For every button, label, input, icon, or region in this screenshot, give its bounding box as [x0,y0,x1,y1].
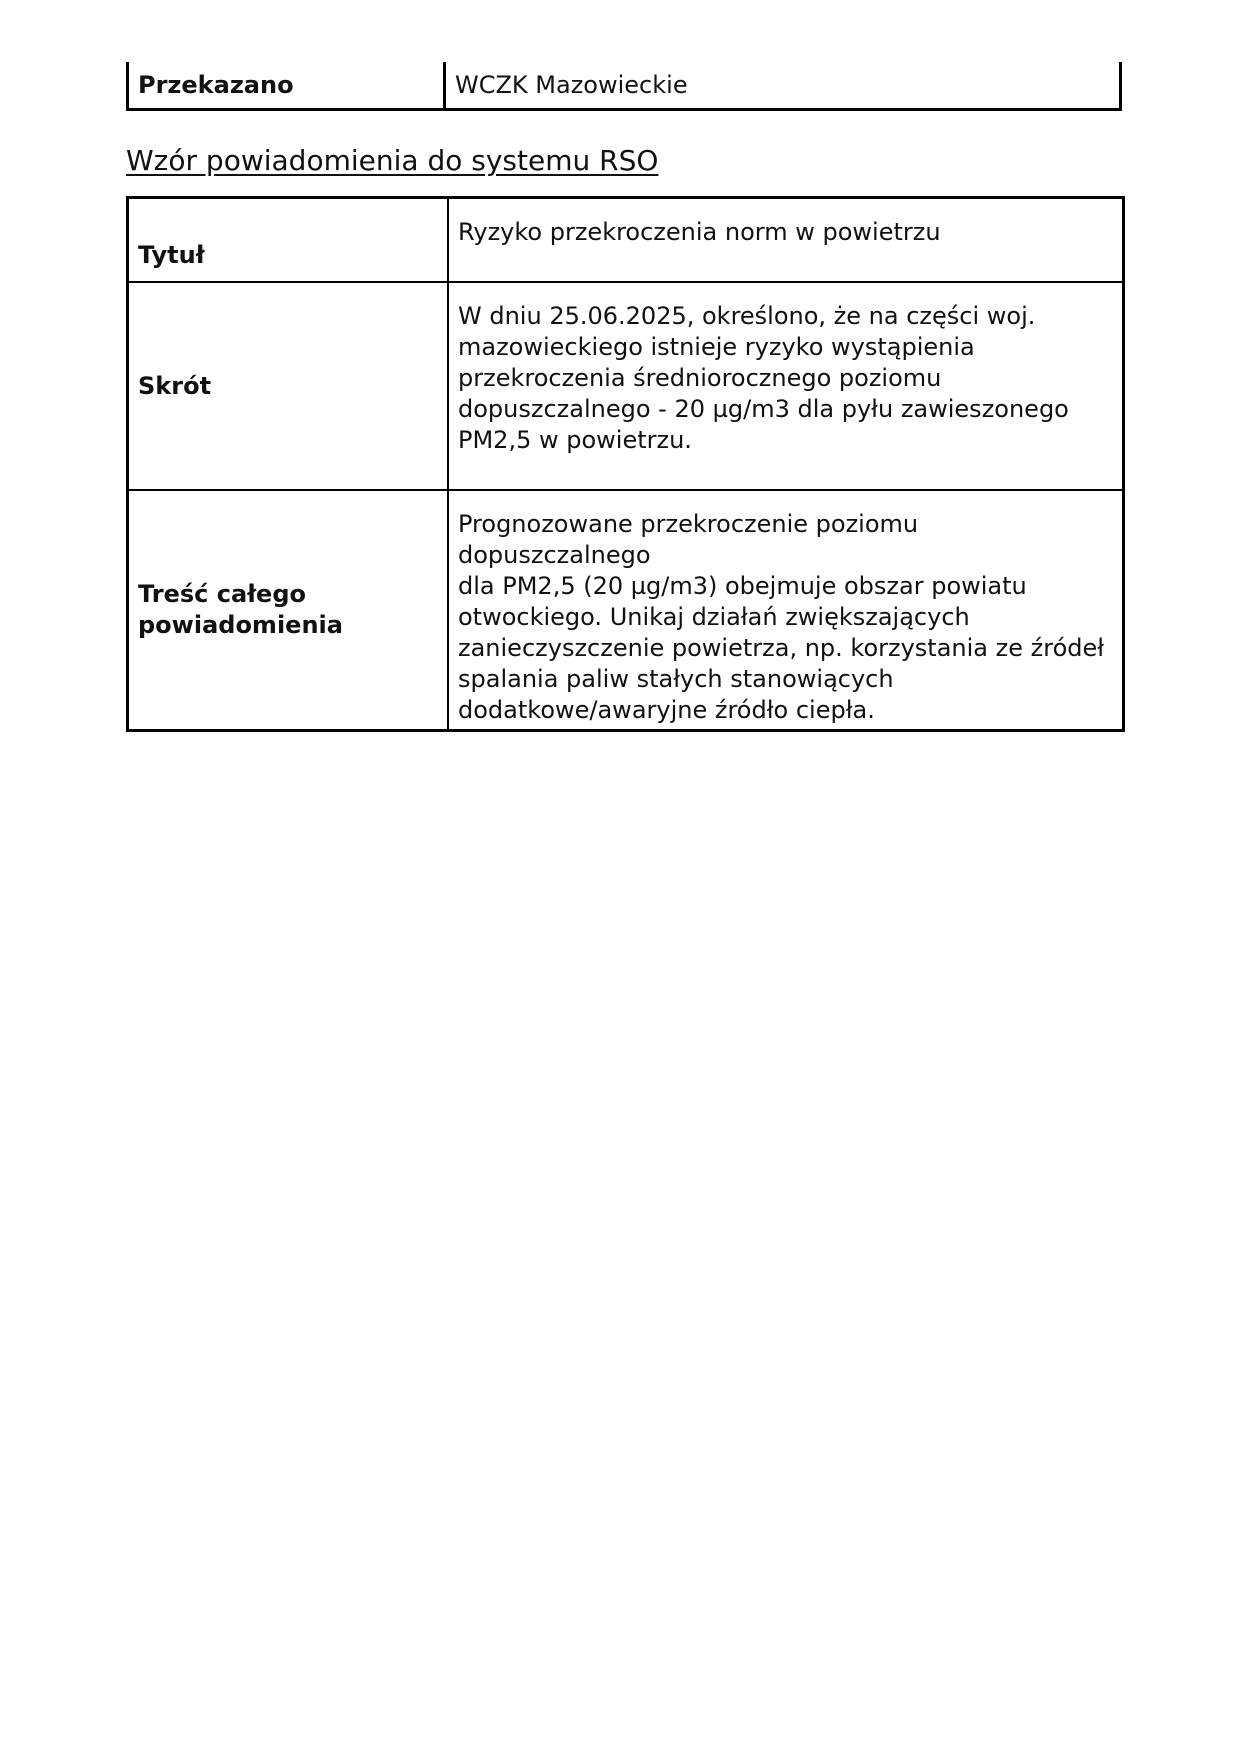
table-row [128,282,1124,490]
title-value: Ryzyko przekroczenia norm w powietrzu [448,198,1124,283]
text-line: mazowieckiego istnieje ryzyko wystąpienia [458,333,975,361]
notification-table [126,196,1125,732]
text-line: spalania paliw stałych stanowiących [458,665,894,693]
table-row [128,198,1124,283]
text-line: W dniu 25.06.2025, określono, że na części woj. [458,302,1036,330]
text-line: dla PM2,5 (20 µg/m3) obejmuje obszar powiatu [458,572,1027,600]
text-line: przekroczenia średniorocznego poziomu [458,364,942,392]
text-line: zanieczyszczenie powietrza, np. korzystania ze źródeł [458,634,1105,662]
abstract-label: Skrót [128,282,449,490]
label-line: Treść całego [138,580,306,608]
section-title: Wzór powiadomienia do systemu RSO [126,144,659,177]
text-line: dopuszczalnego - 20 µg/m3 dla pyłu zawieszonego [458,395,1069,423]
table-row [128,62,1121,110]
transfer-table [126,62,1122,111]
text-line: dodatkowe/awaryjne źródło ciepła. [458,696,875,724]
transfer-label: Przekazano [128,62,445,110]
text-line: PM2,5 w powietrzu. [458,426,692,454]
content-value [448,490,1124,731]
content-label [128,490,449,731]
label-line: powiadomienia [138,611,343,639]
abstract-value [448,282,1124,490]
text-line: otwockiego. Unikaj działań zwiększających [458,603,970,631]
title-label: Tytuł [128,198,449,283]
table-row [128,490,1124,731]
transfer-value: WCZK Mazowieckie [445,62,1121,110]
text-line: Prognozowane przekroczenie poziomu dopuszczalnego [458,510,919,569]
